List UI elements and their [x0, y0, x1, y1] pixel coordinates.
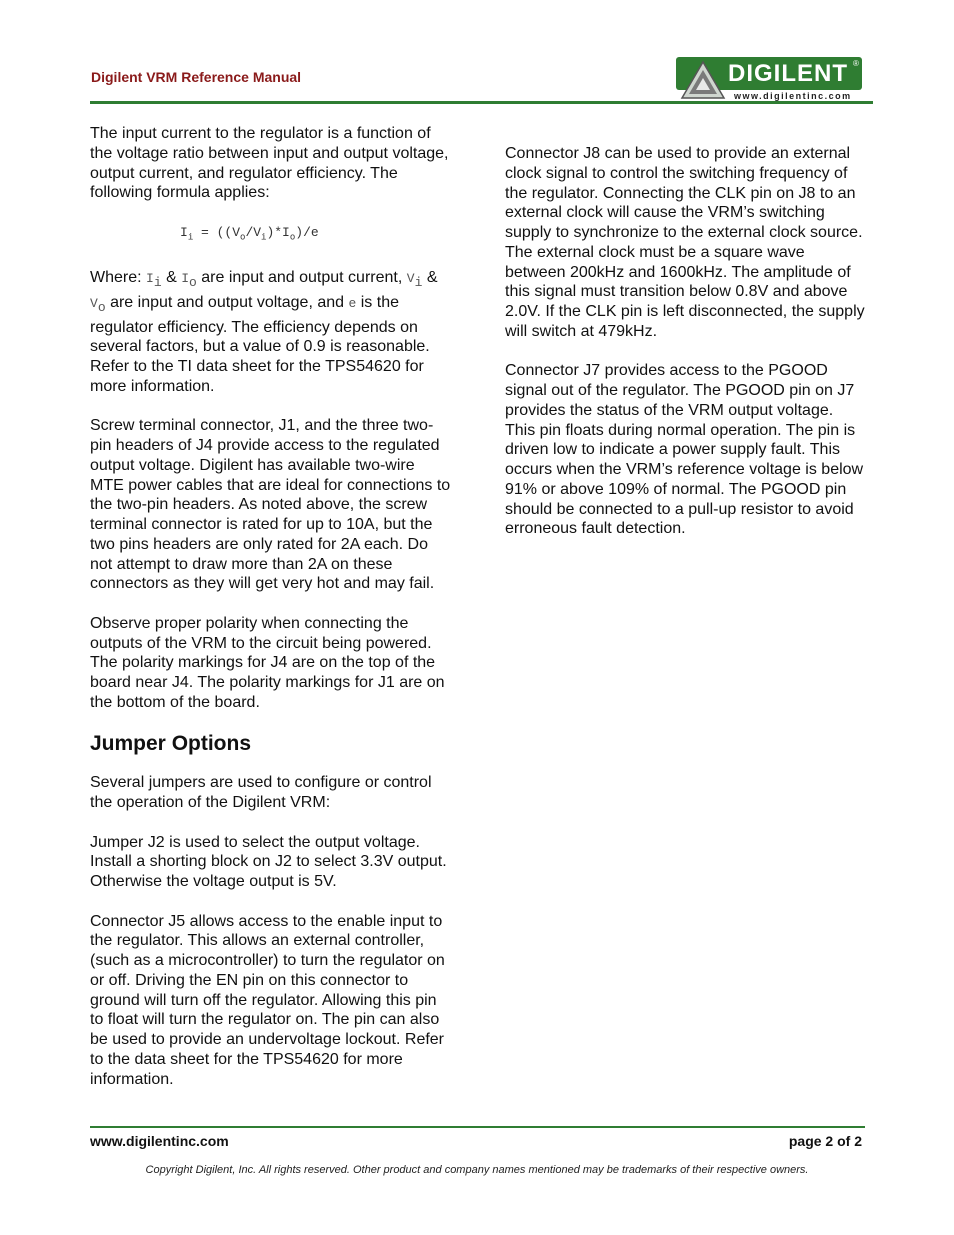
header-rule	[90, 101, 873, 104]
logo-triangle-icon	[680, 60, 726, 100]
section-heading-jumper-options: Jumper Options	[90, 732, 252, 756]
copyright-notice: Copyright Digilent, Inc. All rights reserved. Other product and company names mentioned may be trademarks of their respective owners.	[145, 1164, 809, 1176]
paragraph-screw-terminal: Screw terminal connector, J1, and the three two-pin headers of J4 provide access to the regulated output voltage. Digilent has available two-wire MTE power cables that are ideal for connections to the two-pin headers. As noted above, the screw terminal connector is rated for up to 10A, but the two pins headers are only rated for 2A each. Do not attempt to draw more than 2A on these connectors as they will get very hot and may fail.	[90, 417, 451, 593]
logo-url: www.digilentinc.com	[734, 91, 852, 101]
paragraph-jumpers-intro: Several jumpers are used to configure or control the operation of the Digilent VRM:	[90, 774, 432, 812]
document-title: Digilent VRM Reference Manual	[91, 69, 302, 85]
paragraph-where: Where: $I_i$ & $I_o$ are input and output current, $V_i$ & $V_o$ are input and output voltage, and e is the regulator efficiency. The efficiency depends on several factors, but a value of 0.9 is reasonable. Refer to the TI data sheet for the TPS54620 for more information.	[90, 268, 438, 395]
logo-wordmark: DIGILENT	[728, 60, 848, 87]
footer-rule	[90, 1126, 865, 1128]
registered-mark: ®	[853, 59, 859, 68]
paragraph-polarity: Observe proper polarity when connecting the outputs of the VRM to the circuit being powered. The polarity markings for J4 are on the top of the board near J4. The polarity markings for J1 are on the bottom of the board.	[90, 614, 445, 711]
digilent-logo	[676, 57, 863, 102]
formula: $I_i = ((V_o/V_i)*I_o)/e$	[180, 224, 319, 243]
left-column	[90, 124, 452, 1109]
paragraph-input-current: The input current to the regulator is a function of the voltage ratio between input and output voltage, output current, and regulator efficiency. The following formula applies:	[90, 125, 449, 202]
paragraph-connector-j7: Connector J7 provides access to the PGOOD signal out of the regulator. The PGOOD pin on J7 provides the status of the VRM output voltage. This pin floats during normal operation. The pin is driven low to indicate a power supply fault. This occurs when the VRM’s reference voltage is below 91% or above 109% of normal. The PGOOD pin should be connected to a pull-up resistor to avoid erroneous fault detection.	[505, 362, 864, 538]
paragraph-jumper-j2: Jumper J2 is used to select the output voltage. Install a shorting block on J2 to select 3.3V output. Otherwise the voltage output is 5V.	[90, 833, 447, 891]
footer-url: www.digilentinc.com	[90, 1133, 229, 1149]
paragraph-connector-j5: Connector J5 allows access to the enable input to the regulator. This allows an external controller, (such as a microcontroller) to turn the regulator on or off. Driving the EN pin on this connector to ground will turn off the regulator. Allowing this pin to float will turn the regulator on. The pin can also be used to provide an undervoltage lockout. Refer to the data sheet for the TPS54620 for more information.	[90, 912, 445, 1088]
right-column	[505, 144, 867, 559]
paragraph-connector-j8: Connector J8 can be used to provide an external clock signal to control the switching frequency of the regulator. Connecting the CLK pin on J8 to an external clock will cause the VRM’s switching supply to synchronize to the external clock source. The external clock must be a square wave between 200kHz and 1600kHz. The amplitude of this signal must transition below 0.8V and above 2.0V. If the CLK pin is left disconnected, the supply will switch at 479kHz.	[505, 145, 865, 340]
page-number: page 2 of 2	[788, 1133, 862, 1149]
